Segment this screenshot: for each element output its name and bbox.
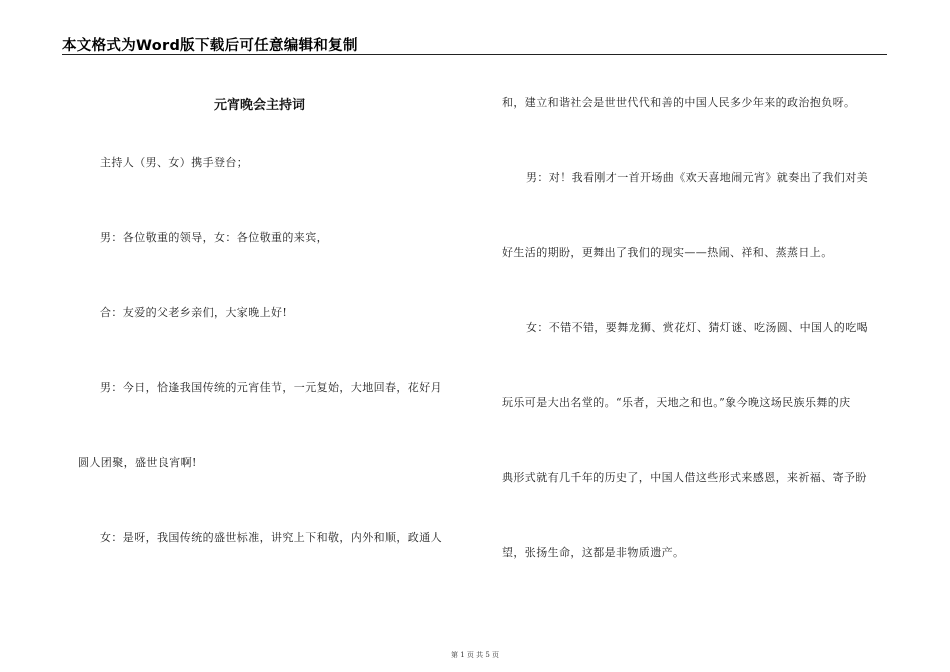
page-number: 第 1 页 共 5 页 <box>450 651 500 659</box>
left-line: 男：今日，恰逢我国传统的元宵佳节，一元复始，大地回春，花好月 <box>100 381 442 394</box>
left-line: 圆人团聚，盛世良宵啊! <box>78 456 197 469</box>
right-line: 好生活的期盼，更舞出了我们的现实——热闹、祥和、蒸蒸日上。 <box>502 246 833 259</box>
right-line: 女：不错不错，要舞龙狮、赏花灯、猜灯谜、吃汤圆、中国人的吃喝 <box>526 321 868 334</box>
banner-divider <box>62 54 887 55</box>
left-line: 男：各位敬重的领导，女：各位敬重的来宾， <box>100 231 328 244</box>
document-title: 元宵晚会主持词 <box>214 98 306 113</box>
right-line: 玩乐可是大出名堂的。“乐者，天地之和也。”象今晚这场民族乐舞的庆 <box>502 396 851 409</box>
left-line: 女：是呀，我国传统的盛世标准，讲究上下和敬，内外和顺，政通人 <box>100 531 442 544</box>
download-banner: 本文格式为Word版下载后可任意编辑和复制 <box>62 38 358 54</box>
left-line: 主持人（男、女）携手登台； <box>100 156 249 169</box>
right-line: 望，张扬生命，这都是非物质遗产。 <box>502 546 685 559</box>
right-line: 典形式就有几千年的历史了，中国人借这些形式来感恩，来祈福、寄予盼 <box>502 471 867 484</box>
right-line: 男：对！我看刚才一首开场曲《欢天喜地闹元宵》就奏出了我们对美 <box>526 171 868 184</box>
left-line: 合：友爱的父老乡亲们，大家晚上好! <box>100 306 288 319</box>
right-line: 和，建立和谐社会是世世代代和善的中国人民多少年来的政治抱负呀。 <box>502 96 856 109</box>
